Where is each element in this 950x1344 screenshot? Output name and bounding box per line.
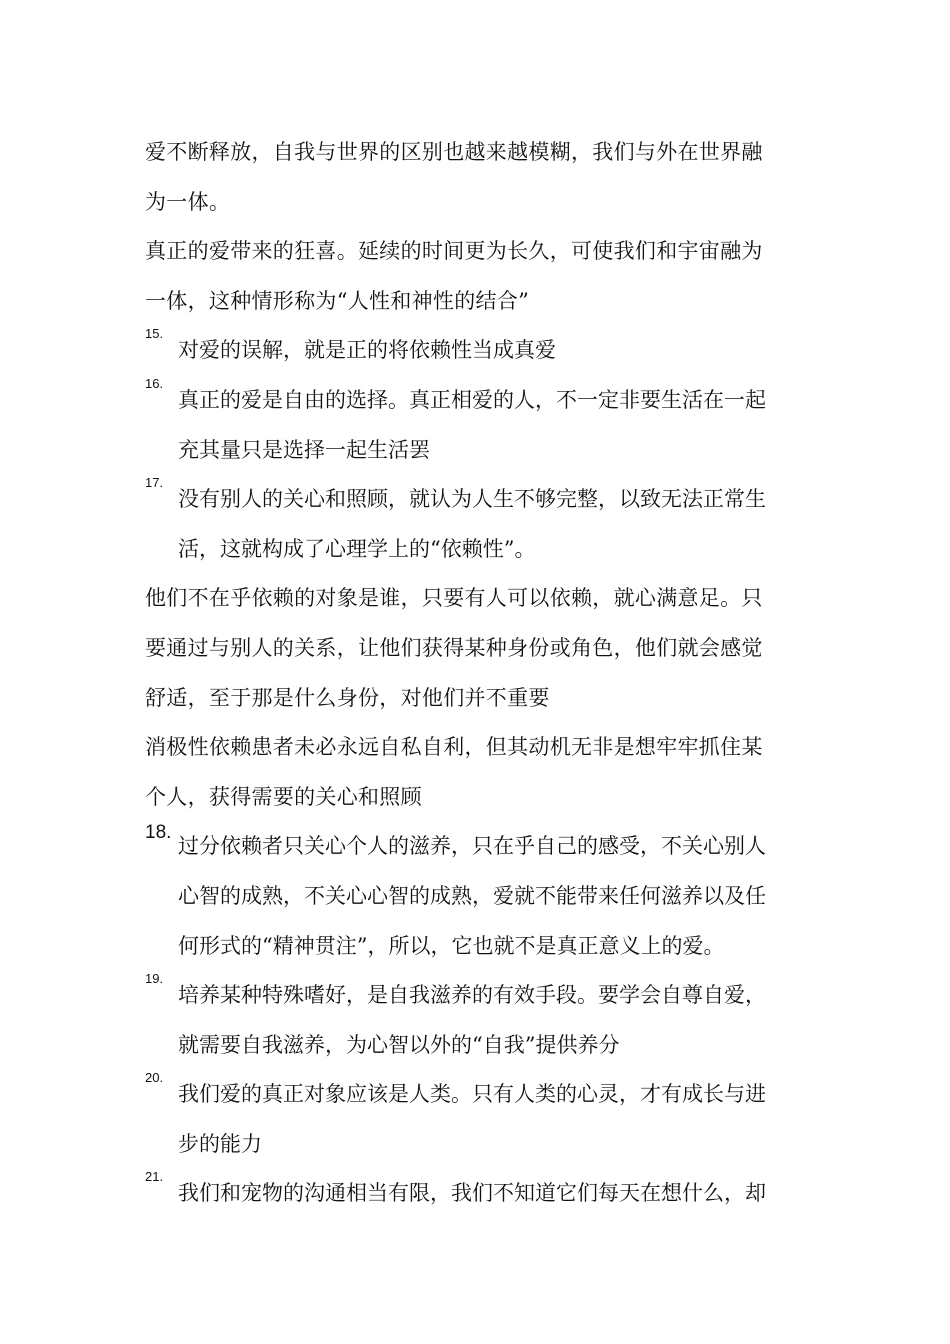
text-line: 我们爱的真正对象应该是人类。只有人类的心灵，才有成长与进 <box>178 1082 766 1107</box>
list-item <box>145 475 815 574</box>
list-number: 16. <box>145 375 164 391</box>
text-line: 过分依赖者只关心个人的滋养，只在乎自己的感受，不关心别人 <box>178 834 766 859</box>
text-line: 个人，获得需要的关心和照顾 <box>145 784 422 809</box>
list-item <box>145 1169 815 1219</box>
text-line: 何形式的“精神贯注”，所以，它也就不是真正意义上的爱。 <box>178 933 725 958</box>
list-number: 21. <box>145 1169 164 1185</box>
list-number: 17. <box>145 475 164 491</box>
paragraph <box>145 574 815 723</box>
list-number: 19. <box>145 971 164 987</box>
text-line: 心智的成熟，不关心心智的成熟，爱就不能带来任何滋养以及任 <box>178 883 766 908</box>
text-line: 他们不在乎依赖的对象是谁，只要有人可以依赖，就心满意足。只 <box>145 586 763 611</box>
list-item <box>145 971 815 1070</box>
paragraph <box>145 128 815 227</box>
list-number: 18. <box>145 822 172 844</box>
text-line: 没有别人的关心和照顾，就认为人生不够完整，以致无法正常生 <box>178 487 766 512</box>
text-line: 我们和宠物的沟通相当有限，我们不知道它们每天在想什么，却 <box>178 1181 766 1206</box>
text-line: 培养某种特殊嗜好，是自我滋养的有效手段。要学会自尊自爱， <box>178 983 766 1008</box>
list-item <box>145 376 815 475</box>
text-line: 充其量只是选择一起生活罢 <box>178 437 430 462</box>
list-number: 20. <box>145 1070 164 1086</box>
list-item <box>145 326 815 376</box>
text-line: 消极性依赖患者未必永远自私自利，但其动机无非是想牢牢抓住某 <box>145 735 763 760</box>
list-number: 15. <box>145 326 164 342</box>
text-line: 爱不断释放，自我与世界的区别也越来越模糊，我们与外在世界融 <box>145 140 763 164</box>
text-line: 舒适，至于那是什么身份，对他们并不重要 <box>145 685 550 710</box>
document-page <box>145 128 815 1219</box>
text-line: 一体，这种情形称为“人性和神性的结合” <box>145 288 530 313</box>
paragraph <box>145 227 815 326</box>
list-item <box>145 1070 815 1169</box>
text-line: 对爱的误解，就是正的将依赖性当成真爱 <box>178 338 556 363</box>
list-item <box>145 822 815 971</box>
text-line: 为一体。 <box>145 189 231 214</box>
text-line: 步的能力 <box>178 1131 262 1156</box>
paragraph <box>145 723 815 822</box>
text-line: 要通过与别人的关系，让他们获得某种身份或角色，他们就会感觉 <box>145 635 763 660</box>
text-line: 真正的爱带来的狂喜。延续的时间更为长久，可使我们和宇宙融为 <box>145 239 763 264</box>
text-line: 真正的爱是自由的选择。真正相爱的人，不一定非要生活在一起 <box>178 387 766 412</box>
text-line: 就需要自我滋养，为心智以外的“自我”提供养分 <box>178 1032 620 1057</box>
text-line: 活，这就构成了心理学上的“依赖性”。 <box>178 536 536 561</box>
